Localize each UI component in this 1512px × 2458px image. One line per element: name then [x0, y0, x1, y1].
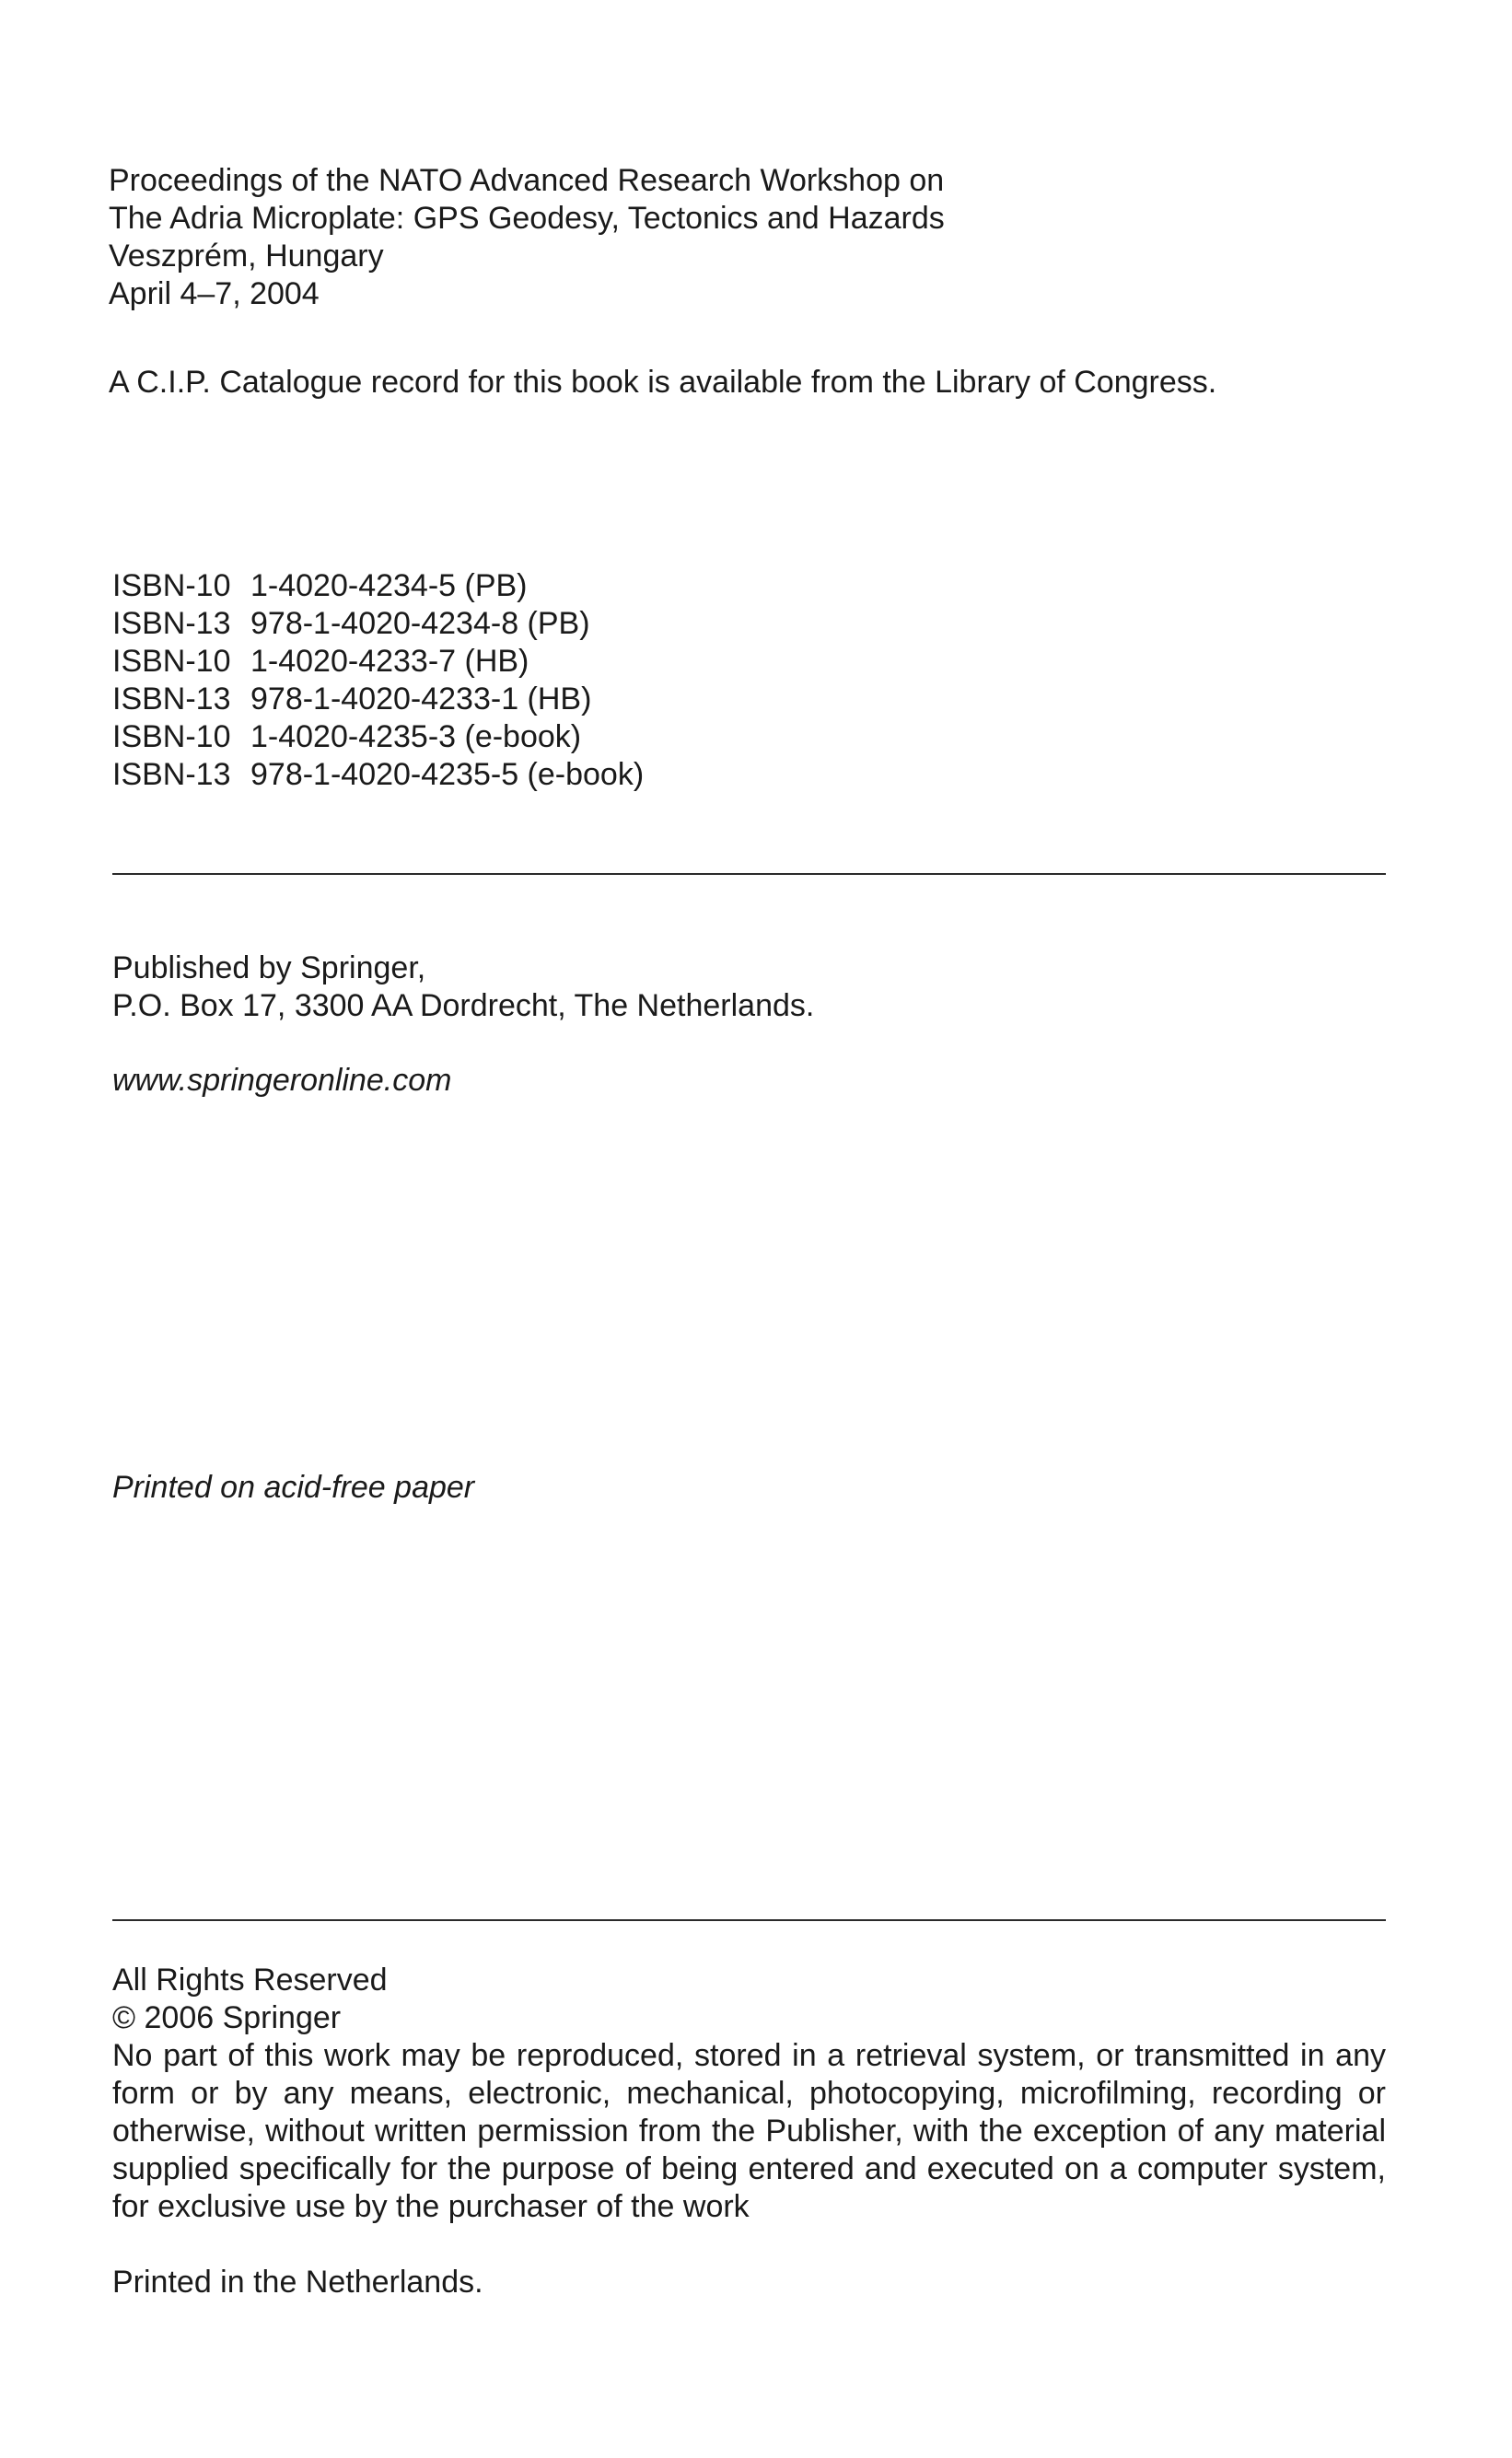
- isbn-list: [112, 567, 644, 794]
- isbn-value: 978-1-4020-4233-1 (HB): [250, 681, 592, 716]
- isbn-label: ISBN-10: [112, 719, 231, 754]
- isbn-row: [112, 718, 644, 756]
- publisher-address: P.O. Box 17, 3300 AA Dordrecht, The Netherlands.: [112, 988, 815, 1023]
- isbn-value: 1-4020-4235-3 (e-book): [250, 719, 582, 754]
- isbn-row: [112, 681, 644, 718]
- isbn-value: 978-1-4020-4235-5 (e-book): [250, 757, 645, 792]
- divider-top: [112, 873, 1386, 875]
- isbn-label: ISBN-13: [112, 757, 231, 792]
- proceedings-title-line-1: Proceedings of the NATO Advanced Research Workshop on: [109, 163, 945, 198]
- rights-info: [112, 1962, 388, 2037]
- legal-text: No part of this work may be reproduced, stored in a retrieval system, or transmitted in any form or by any means, electronic, mechanical, photocopying, microfilming, recording or otherwise, without written permission from the Publisher, with the exception of any material supplied specifically for the purpose of being entered and executed on a computer system, for exclusive use by the purchaser of the work: [112, 2038, 1386, 2224]
- isbn-row: [112, 643, 644, 681]
- proceedings-location: Veszprém, Hungary: [109, 239, 384, 274]
- copyright-notice: © 2006 Springer: [112, 2000, 342, 2035]
- isbn-value: 1-4020-4233-7 (HB): [250, 644, 529, 679]
- cip-statement: A C.I.P. Catalogue record for this book is available from the Library of Congress.: [109, 365, 1217, 400]
- rights-reserved: All Rights Reserved: [112, 1963, 388, 1998]
- proceedings-date: April 4–7, 2004: [109, 276, 320, 311]
- isbn-value: 978-1-4020-4234-8 (PB): [250, 606, 590, 641]
- proceedings-info: [109, 162, 945, 313]
- isbn-row: [112, 567, 644, 605]
- publisher-website: www.springeronline.com: [112, 1063, 452, 1098]
- publisher-info: [112, 949, 814, 1025]
- acid-free-note: Printed on acid-free paper: [112, 1470, 475, 1505]
- printed-in-note: Printed in the Netherlands.: [112, 2265, 483, 2300]
- isbn-label: ISBN-13: [112, 681, 231, 716]
- isbn-row: [112, 756, 644, 794]
- publisher-name: Published by Springer,: [112, 950, 426, 985]
- isbn-label: ISBN-10: [112, 568, 231, 603]
- isbn-row: [112, 605, 644, 643]
- isbn-label: ISBN-13: [112, 606, 231, 641]
- proceedings-title-line-2: The Adria Microplate: GPS Geodesy, Tectonics and Hazards: [109, 201, 945, 236]
- isbn-value: 1-4020-4234-5 (PB): [250, 568, 528, 603]
- isbn-label: ISBN-10: [112, 644, 231, 679]
- divider-bottom: [112, 1919, 1386, 1921]
